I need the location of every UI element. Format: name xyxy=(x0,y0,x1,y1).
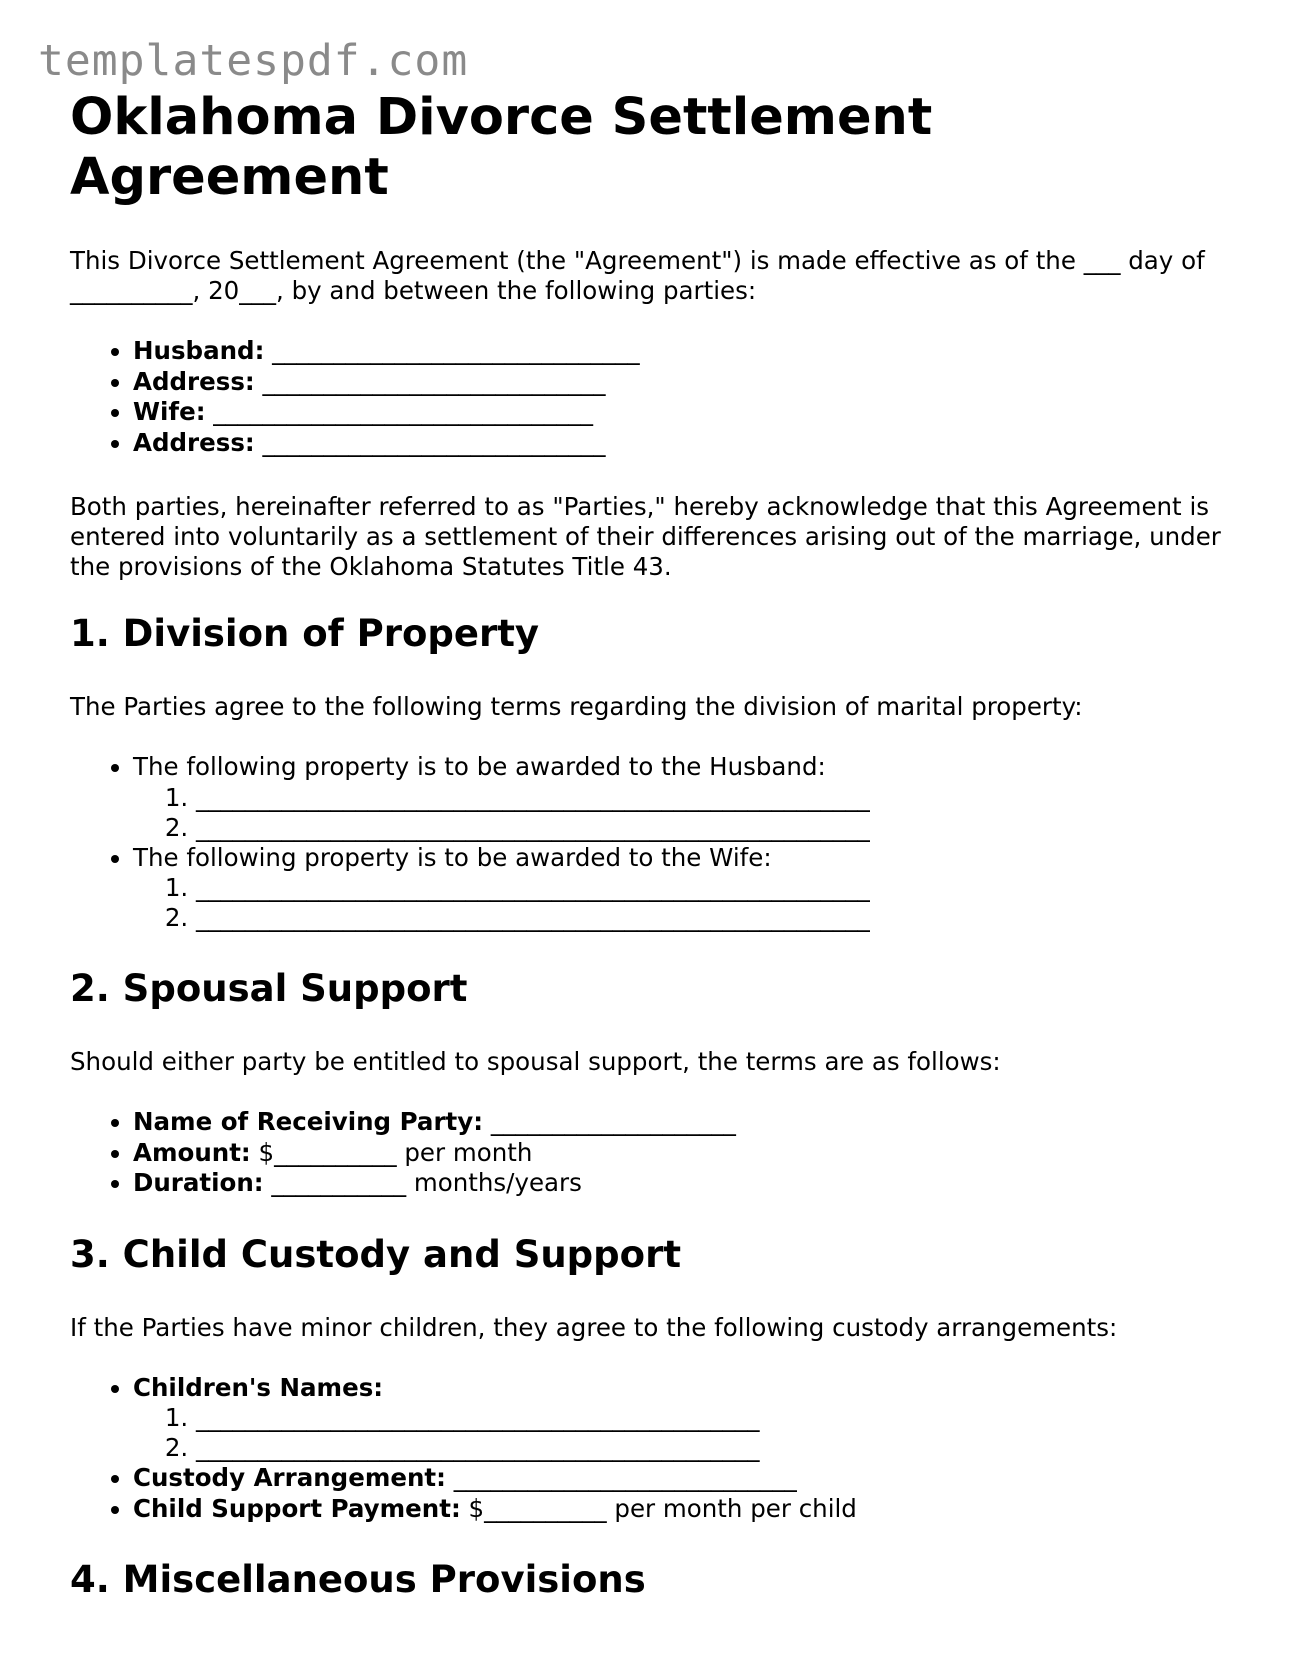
amount-label: Amount: xyxy=(133,1137,251,1167)
section-4-heading: 4. Miscellaneous Provisions xyxy=(70,1558,646,1601)
husband-property-label: The following property is to be awarded to the Husband: xyxy=(133,752,826,781)
acknowledgement-paragraph: Both parties, hereinafter referred to as "Parties," hereby acknowledge that this Agreement is entered into voluntarily as a settlement of their differences arising out of the marriage, under the provisions of the Oklahoma Statutes Title 43. xyxy=(70,492,1221,581)
duration-blank: ___________ months/years xyxy=(263,1168,582,1197)
husband-property-sublist xyxy=(133,783,1230,843)
husband-property-item xyxy=(133,752,1230,843)
custody-list xyxy=(70,1373,1230,1525)
custody-arrangement-item xyxy=(133,1463,1230,1494)
husband-property-blank: 2. _______________________________________________________ xyxy=(196,813,1230,843)
child-name-blank: 1. ______________________________________________ xyxy=(196,1403,1230,1433)
wife-property-item xyxy=(133,843,1230,934)
amount-blank: $__________ per month xyxy=(250,1137,533,1167)
children-names-label: Children's Names: xyxy=(133,1372,384,1402)
husband-property-blank: 1. _______________________________________________________ xyxy=(196,783,1230,813)
section-1-heading: 1. Division of Property xyxy=(70,612,540,655)
party-husband-address xyxy=(133,367,1230,398)
section-3-intro: If the Parties have minor children, they agree to the following custody arrangements: xyxy=(70,1312,1118,1342)
wife-property-sublist xyxy=(133,873,1230,933)
child-support-item xyxy=(133,1494,1230,1525)
party-husband xyxy=(133,336,1230,367)
section-2-intro: Should either party be entitled to spousal support, the terms are as follows: xyxy=(70,1047,1001,1076)
party-blank: ______________________________ xyxy=(264,336,640,365)
receiving-party-label: Name of Receiving Party: xyxy=(133,1107,484,1136)
party-label: Address: xyxy=(133,366,255,396)
watermark: templatespdf.com xyxy=(38,36,469,86)
spousal-support-list xyxy=(70,1107,1230,1199)
section-1-intro: The Parties agree to the following terms regarding the division of marital property: xyxy=(70,692,1083,721)
receiving-party-item xyxy=(133,1107,1230,1138)
party-wife-address xyxy=(133,428,1230,459)
wife-property-label: The following property is to be awarded to the Wife: xyxy=(133,842,772,872)
party-blank: ____________________________ xyxy=(254,427,606,457)
amount-item xyxy=(133,1138,1230,1169)
section-3-heading: 3. Child Custody and Support xyxy=(70,1232,682,1276)
duration-item xyxy=(133,1168,1230,1199)
party-label: Husband: xyxy=(133,336,265,365)
property-list xyxy=(70,752,1230,933)
section-2-heading: 2. Spousal Support xyxy=(70,967,468,1010)
intro-paragraph: This Divorce Settlement Agreement (the "Agreement") is made effective as of the ___ day of __________, 20___, by and between the following parties: xyxy=(70,246,1205,305)
parties-list xyxy=(70,336,1230,458)
party-label: Wife: xyxy=(133,397,206,426)
custody-arrangement-label: Custody Arrangement: xyxy=(133,1463,446,1492)
document xyxy=(70,88,1230,1638)
party-label: Address: xyxy=(133,427,255,457)
document-title: Oklahoma Divorce Settlement Agreement xyxy=(70,88,933,207)
child-name-blank: 2. ______________________________________________ xyxy=(196,1433,1230,1463)
wife-property-blank: 1. _______________________________________________________ xyxy=(196,873,1230,903)
wife-property-blank: 2. _______________________________________________________ xyxy=(196,903,1230,933)
child-support-label: Child Support Payment: xyxy=(133,1493,461,1523)
party-wife xyxy=(133,397,1230,428)
duration-label: Duration: xyxy=(133,1168,264,1197)
child-support-blank: $__________ per month per child xyxy=(460,1493,857,1523)
children-names-sublist xyxy=(133,1403,1230,1463)
receiving-party-blank: ____________________ xyxy=(483,1107,736,1136)
party-blank: _______________________________ xyxy=(205,397,594,426)
children-names-item xyxy=(133,1373,1230,1464)
custody-arrangement-blank: ____________________________ xyxy=(445,1463,797,1492)
party-blank: ____________________________ xyxy=(254,366,606,396)
